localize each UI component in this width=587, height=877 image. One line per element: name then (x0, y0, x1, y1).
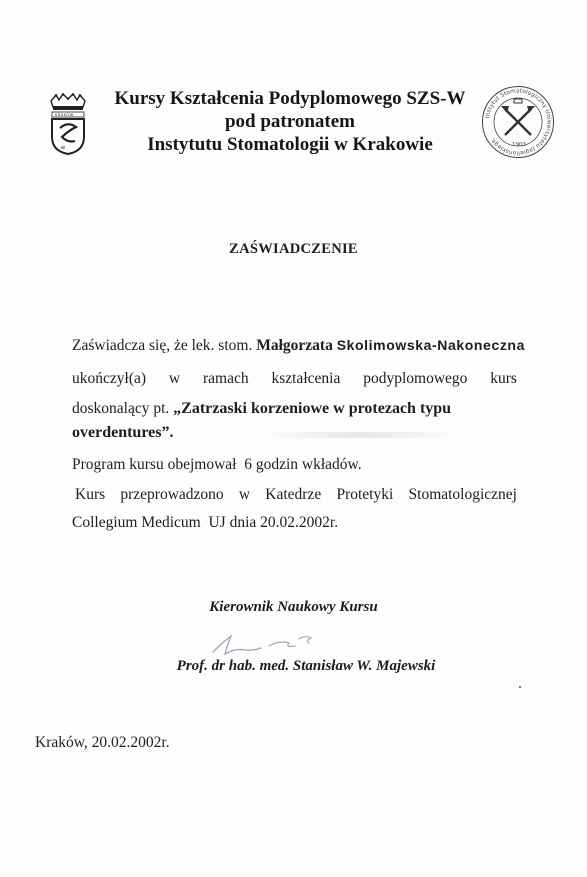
course-prefix: doskonalący pt. (72, 400, 170, 417)
recipient-first-name: Małgorzata (256, 337, 333, 354)
body-word: Kurs (75, 486, 106, 503)
logo-banner-text: KRAKÓW (55, 112, 74, 117)
header-line-3: Instytutu Stomatologii w Krakowie (147, 134, 433, 155)
body-word: podyplomowego (363, 370, 468, 387)
body-line-5: Program kursu obejmował 6 godzin wkładów. (72, 456, 362, 473)
body-line-7: Collegium Medicum UJ dnia 20.02.2002r. (72, 514, 339, 531)
body-word: Katedrze (265, 486, 322, 503)
header-line-1: Kursy Kształcenia Podyplomowego SZS-W (114, 88, 466, 109)
body-word: w (168, 370, 181, 387)
body-word: kształcenia (271, 370, 341, 387)
body-word: przeprowadzono (120, 486, 224, 503)
seal-year: 1903 (512, 142, 526, 148)
body-word: ramach (202, 370, 249, 387)
body-line-2 (72, 369, 517, 389)
seal-text: Instytut Stomatologiczny Uniwersytetu Jagiellońskiego (484, 88, 552, 156)
course-title-part-1: „Zatrzaski korzeniowe w protezach typu (173, 400, 452, 417)
certify-text: Zaświadcza się, że lek. stom. (72, 337, 253, 354)
supervisor-title: Kierownik Naukowy Kursu (209, 599, 378, 615)
body-word: ukończył(a) (72, 370, 147, 387)
body-word: kurs (490, 370, 517, 387)
body-word: Stomatologicznej (408, 486, 517, 503)
document-title: ZAŚWIADCZENIE (229, 241, 358, 257)
body-word: Protetyki (336, 486, 394, 503)
course-title-part-2: overdentures”. (72, 424, 174, 441)
place-date: Kraków, 20.02.2002r. (35, 734, 170, 751)
svg-text:w: w (61, 145, 66, 151)
body-word: w (238, 486, 251, 503)
scan-smudge (260, 432, 460, 438)
body-line-6 (75, 485, 517, 505)
supervisor-name: Prof. dr hab. med. Stanisław W. Majewski (176, 658, 436, 674)
header-line-2: pod patronatem (224, 111, 356, 132)
institute-seal (481, 85, 555, 159)
scan-speck (519, 686, 521, 688)
header-block (100, 87, 480, 156)
body-line-1 (72, 335, 525, 356)
body-line-3 (72, 399, 517, 419)
szsw-logo (48, 93, 88, 155)
recipient-last-name: Skolimowska-Nakoneczna (336, 337, 525, 353)
